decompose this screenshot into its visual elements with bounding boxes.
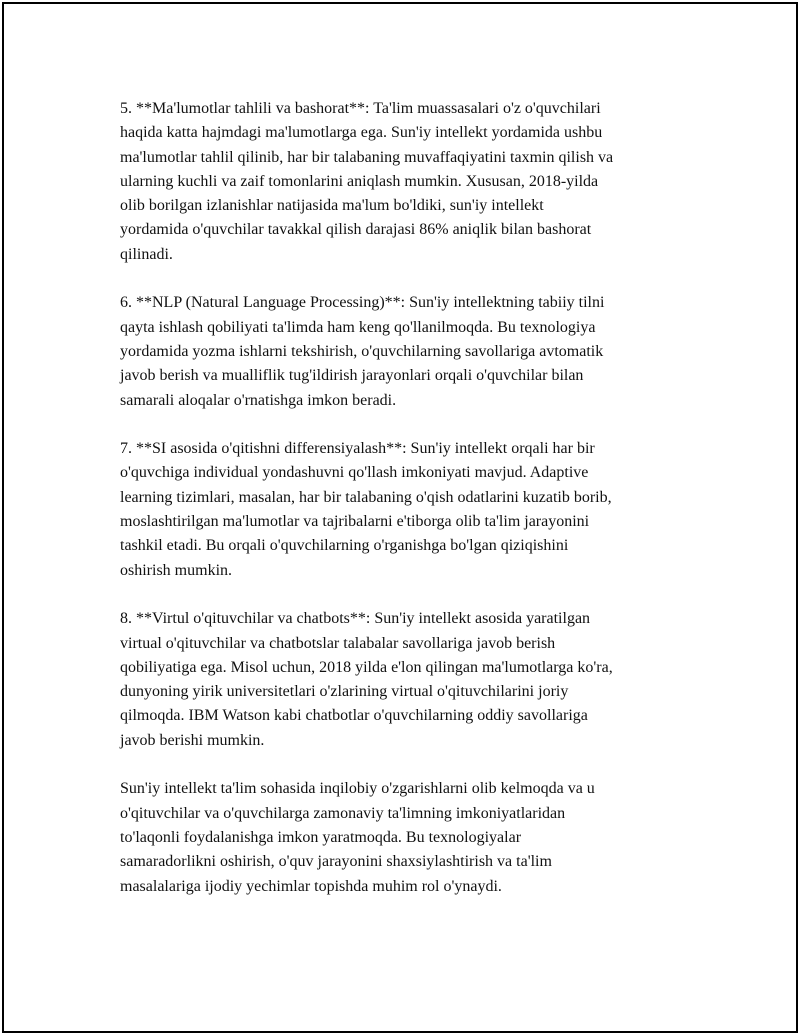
- paragraph-item-5-data-analysis: 5. **Ma'lumotlar tahlili va bashorat**: Ta'lim muassasalari o'z o'quvchilari haqida katta hajmdagi ma'lumotlarga ega. Sun'iy intellekt yordamida ushbu ma'lumotlar tahlil qilinib, har bir talabaning muvaffaqiyatini taxmin qilish va ularning kuchli va zaif tomonlarini aniqlash mumkin. Xususan, 2018-yilda olib borilgan izlanishlar natijasida ma'lum bo'ldiki, sun'iy intellekt yordamida o'quvchilar tavakkal qilish darajasi 86% aniqlik bilan bashorat qilinadi.: [120, 100, 614, 263]
- document-body: [120, 97, 700, 923]
- paragraph-item-6-nlp: 6. **NLP (Natural Language Processing)**: Sun'iy intellektning tabiiy tilni qayta ishlash qobiliyati ta'limda ham keng qo'llanilmoqda. Bu texnologiya yordamida yozma ishlarni tekshirish, o'quvchilarning savollariga avtomatik javob berish va mualliflik tug'ildirish jarayonlari orqali o'quvchilar bilan samarali aloqalar o'rnatishga imkon beradi.: [120, 294, 605, 409]
- paragraph-conclusion: Sun'iy intellekt ta'lim sohasida inqilobiy o'zgarishlarni olib kelmoqda va u o'qituvchilar va o'quvchilarga zamonaviy ta'limning imkoniyatlaridan to'laqonli foydalanishga imkon yaratmoqda. Bu texnologiyalar samaradorlikni oshirish, o'quv jarayonini shaxsiylashtirish va ta'lim masalalariga ijodiy yechimlar topishda muhim rol o'ynaydi.: [120, 780, 595, 895]
- page-frame: [2, 2, 798, 1033]
- paragraph-item-8-virtual-teachers: 8. **Virtul o'qituvchilar va chatbots**: Sun'iy intellekt asosida yaratilgan virtual o'qituvchilar va chatbotslar talabalar savollariga javob berish qobiliyatiga ega. Misol uchun, 2018 yilda e'lon qilingan ma'lumotlarga ko'ra, dunyoning yirik universitetlari o'zlarining virtual o'qituvchilarini joriy qilmoqda. IBM Watson kabi chatbotlar o'quvchilarning oddiy savollariga javob berishi mumkin.: [120, 610, 613, 749]
- paragraph-item-7-differentiation: 7. **SI asosida o'qitishni differensiyalash**: Sun'iy intellekt orqali har bir o'quvchiga individual yondashuvni qo'llash imkoniyati mavjud. Adaptive learning tizimlari, masalan, har bir talabaning o'qish odatlarini kuzatib borib, moslashtirilgan ma'lumotlar va tajribalarni e'tiborga olib ta'lim jarayonini tashkil etadi. Bu orqali o'quvchilarning o'rganishga bo'lgan qiziqishini oshirish mumkin.: [120, 440, 612, 579]
